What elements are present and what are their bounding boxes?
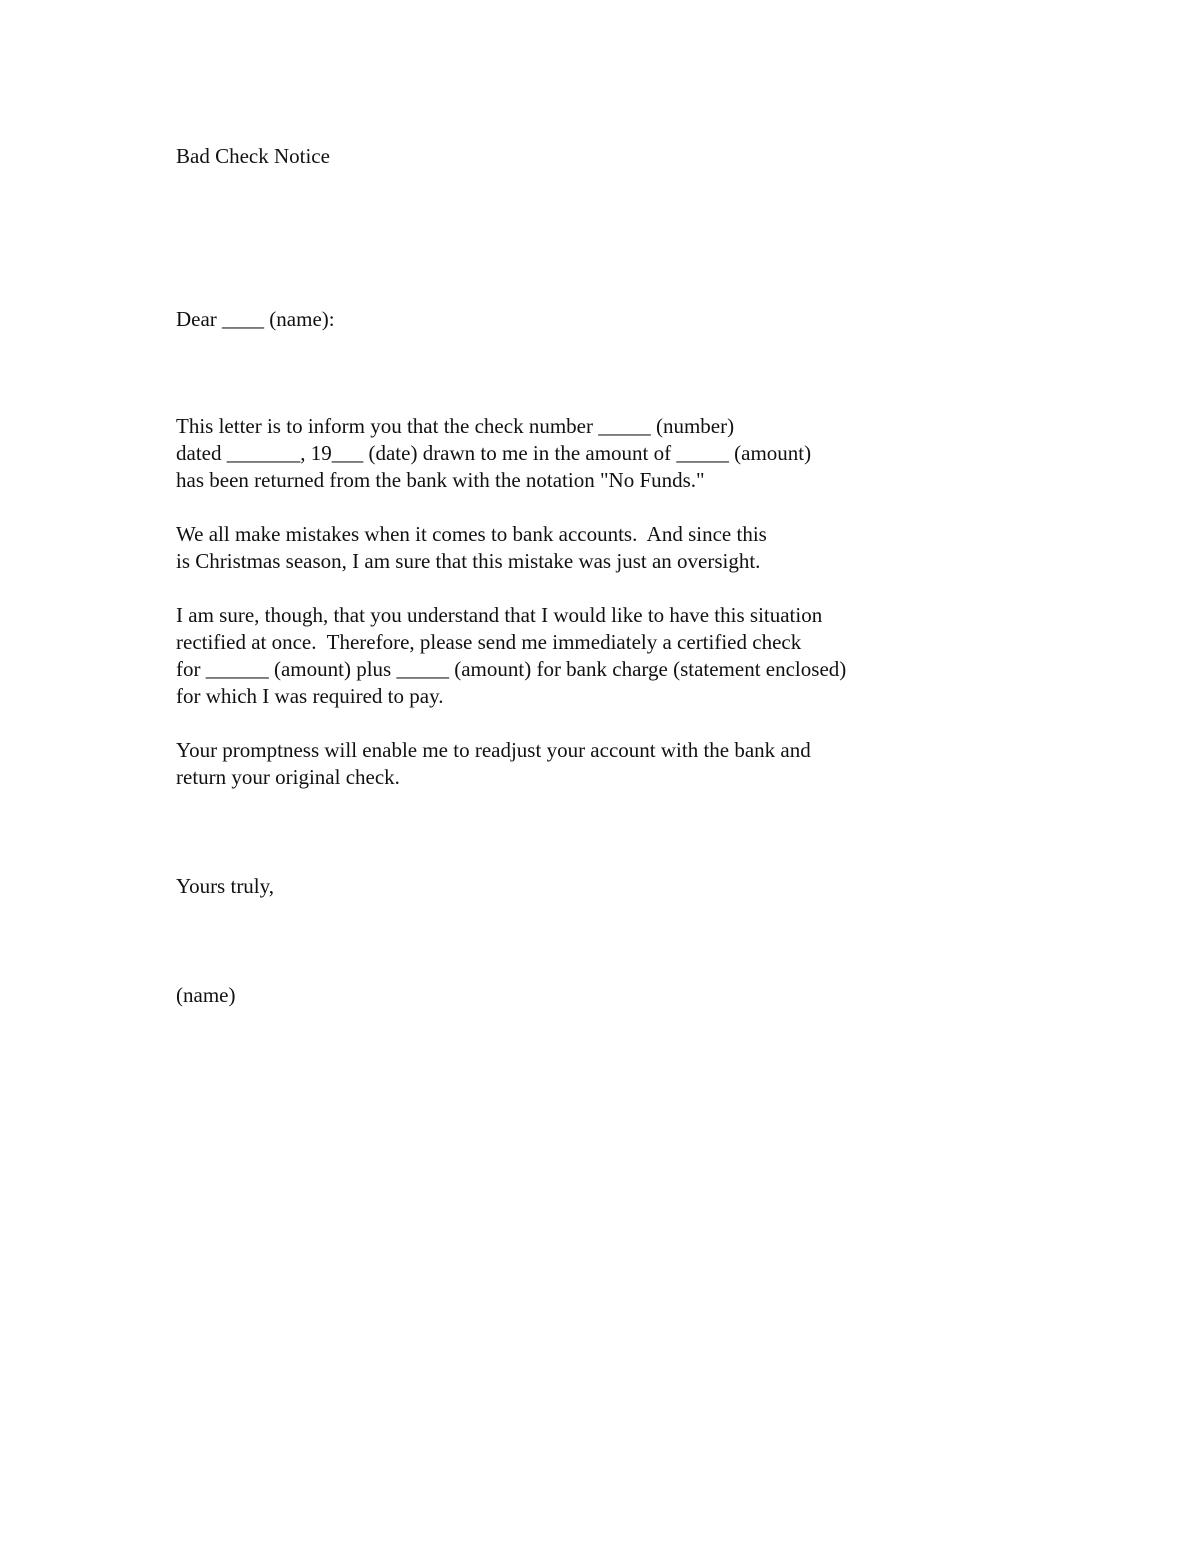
paragraph-1-line: This letter is to inform you that the check number _____ (number) [176,414,735,438]
paragraph-2-line: is Christmas season, I am sure that this mistake was just an oversight. [176,549,761,573]
paragraph-4-line: return your original check. [176,765,400,789]
paragraph-1-line: has been returned from the bank with the notation "No Funds." [176,468,705,492]
paragraph-3-line: rectified at once. Therefore, please send me immediately a certified check [176,630,802,654]
document-title: Bad Check Notice [176,144,330,168]
paragraph-3-line: for ______ (amount) plus _____ (amount) for bank charge (statement enclosed) [176,657,847,681]
salutation: Dear ____ (name): [176,307,335,331]
paragraph-3-line: I am sure, though, that you understand that I would like to have this situation [176,603,823,627]
paragraph-3-line: for which I was required to pay. [176,684,444,708]
paragraph-1-line: dated _______, 19___ (date) drawn to me in the amount of _____ (amount) [176,441,812,465]
paragraph-4-line: Your promptness will enable me to readjust your account with the bank and [176,738,811,762]
signature-name: (name) [176,983,236,1007]
paragraph-2-line: We all make mistakes when it comes to bank accounts. And since this [176,522,767,546]
closing: Yours truly, [176,874,275,898]
